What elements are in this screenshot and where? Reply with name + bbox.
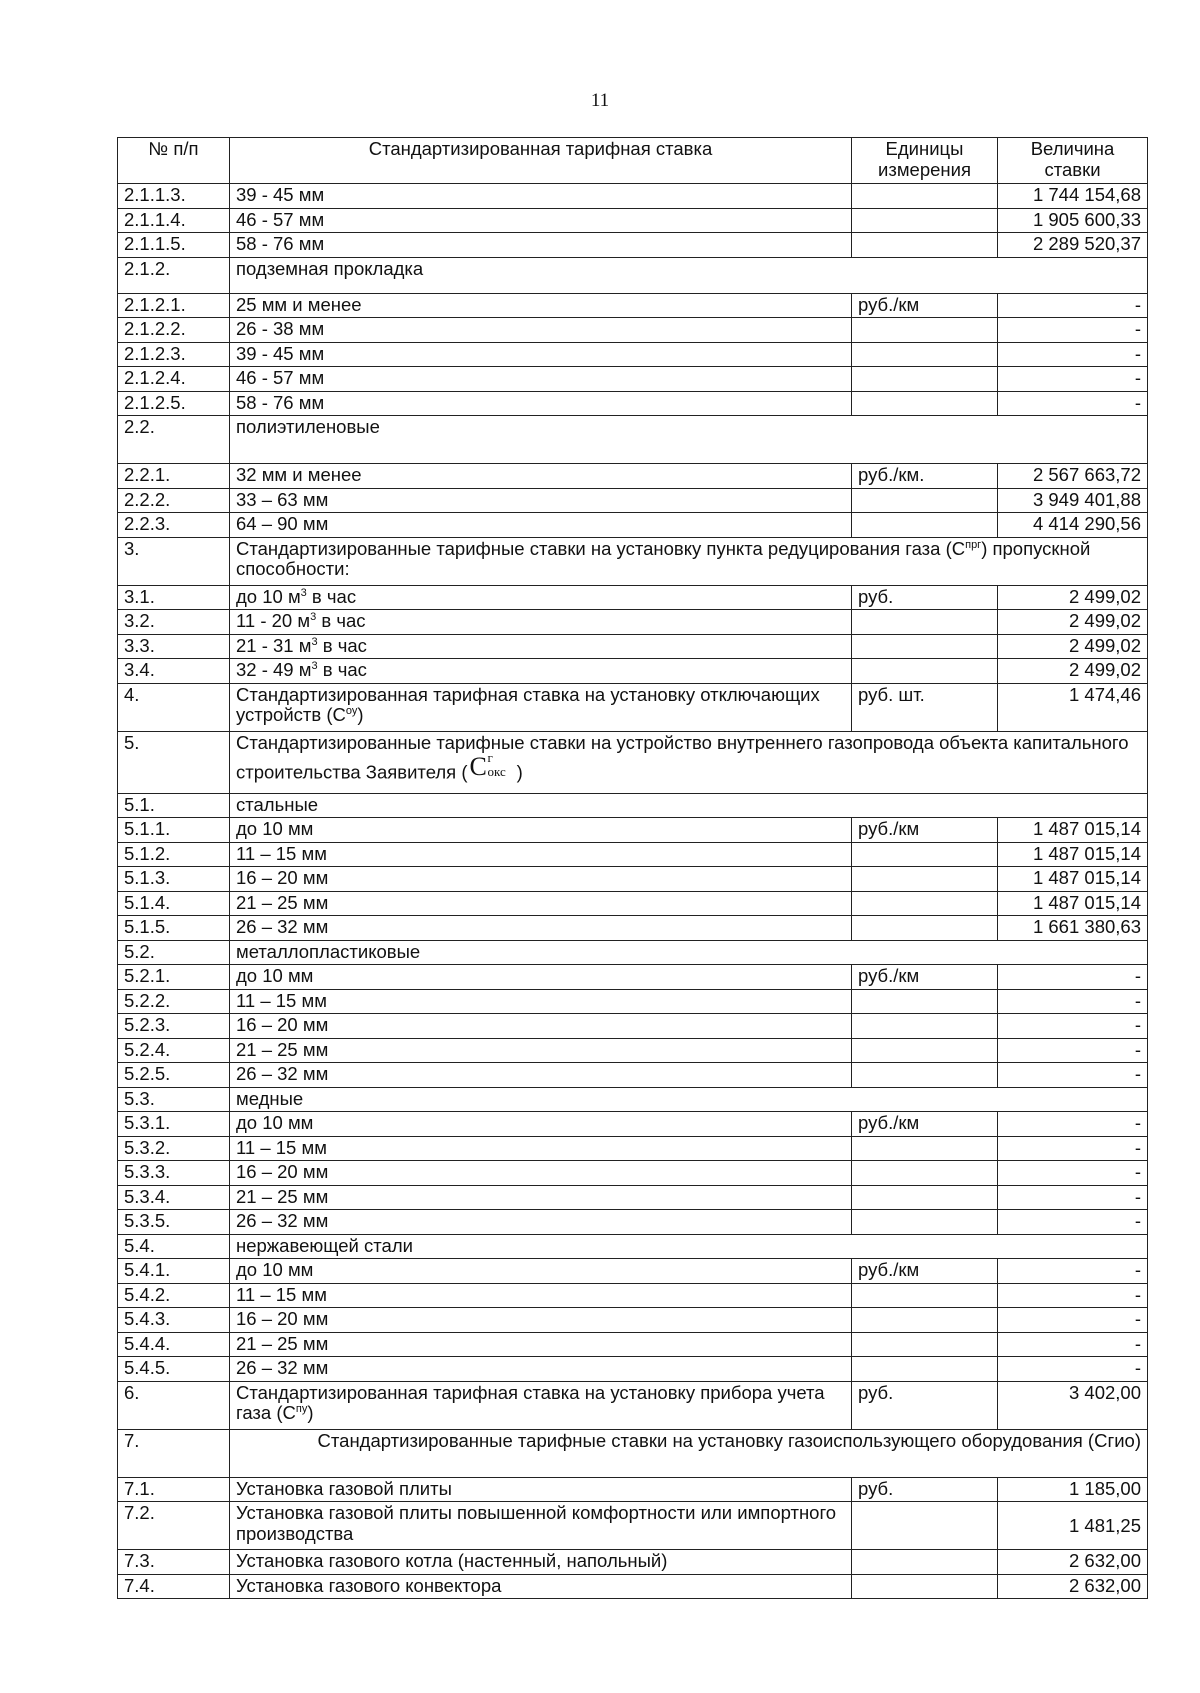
row-name: до 10 мм (230, 965, 852, 990)
table-row (118, 1185, 1148, 1210)
header-unit: Единицы измерения (852, 138, 998, 184)
row-name: до 10 мм (230, 1259, 852, 1284)
row-num: 5.3.5. (118, 1210, 230, 1235)
section-row (118, 1234, 1148, 1259)
row-name-text: Стандартизированная тарифная ставка на установку прибора учета газа (C (236, 1381, 825, 1424)
row-num: 5.4. (118, 1234, 230, 1259)
row-name-text: 21 - 31 м (236, 634, 312, 656)
row-name: стальные (230, 793, 1148, 818)
table-row (118, 208, 1148, 233)
row-name-sup: 3 (311, 659, 318, 672)
row-value: - (998, 1332, 1148, 1357)
section-row (118, 793, 1148, 818)
table-row (118, 318, 1148, 343)
row-num: 5.3.4. (118, 1185, 230, 1210)
row-name: 21 – 25 мм (230, 891, 852, 916)
row-unit (852, 1308, 998, 1333)
row-num: 7.3. (118, 1550, 230, 1575)
row-name: 32 мм и менее (230, 464, 852, 489)
row-num: 2.1.2.1. (118, 293, 230, 318)
row-name: медные (230, 1087, 1148, 1112)
table-row (118, 1357, 1148, 1382)
row-num: 2.1.1.3. (118, 184, 230, 209)
row-name-after: в час (317, 659, 367, 680)
row-num: 7.1. (118, 1477, 230, 1502)
row-unit (852, 1550, 998, 1575)
row-value: - (998, 318, 1148, 343)
row-unit (852, 1332, 998, 1357)
row-name: 58 - 76 мм (230, 233, 852, 258)
row-unit (852, 1014, 998, 1039)
table-row (118, 965, 1148, 990)
formula-sup: г (487, 750, 493, 766)
row-num: 5.2.4. (118, 1038, 230, 1063)
table-row (118, 1332, 1148, 1357)
row-num: 6. (118, 1381, 230, 1429)
row-value: 2 567 663,72 (998, 464, 1148, 489)
row-value: 1 474,46 (998, 683, 1148, 731)
table-row (118, 989, 1148, 1014)
row-value: 1 185,00 (998, 1477, 1148, 1502)
section-row (118, 416, 1148, 464)
row-name-text: Стандартизированная тарифная ставка на установку отключающих устройств (C (236, 683, 820, 726)
row-num: 5.2.1. (118, 965, 230, 990)
row-value: 1 487 015,14 (998, 867, 1148, 892)
row-num: 7. (118, 1429, 230, 1477)
row-name-after: ) (357, 704, 364, 726)
row-unit (852, 367, 998, 392)
row-value: 2 289 520,37 (998, 233, 1148, 258)
row-num: 5.4.2. (118, 1283, 230, 1308)
table-row (118, 342, 1148, 367)
row-unit (852, 891, 998, 916)
row-num: 2.1.2. (118, 257, 230, 293)
row-num: 5.2.3. (118, 1014, 230, 1039)
row-name: 11 – 15 мм (230, 1283, 852, 1308)
row-name-sup: оу (345, 705, 358, 718)
table-row (118, 1210, 1148, 1235)
table-row (118, 1259, 1148, 1284)
row-name: Стандартизированные тарифные ставки на установку газоиспользующего оборудования (Cгио) (230, 1429, 1148, 1477)
row-num: 2.1.1.5. (118, 233, 230, 258)
table-row (118, 1502, 1148, 1550)
row-num: 2.2.2. (118, 488, 230, 513)
row-name: 21 – 25 мм (230, 1185, 852, 1210)
row-unit (852, 233, 998, 258)
row-name-sup: пу (295, 1403, 308, 1416)
row-name-sup: 3 (300, 586, 307, 599)
row-name: Установка газового конвектора (230, 1574, 852, 1599)
row-num: 2.1.2.2. (118, 318, 230, 343)
row-value: - (998, 965, 1148, 990)
row-unit (852, 610, 998, 635)
row-unit (852, 1574, 998, 1599)
row-name: нержавеющей стали (230, 1234, 1148, 1259)
row-name: 26 - 38 мм (230, 318, 852, 343)
section-row (118, 940, 1148, 965)
row-num: 5.1.1. (118, 818, 230, 843)
row-name-sup: 3 (311, 635, 318, 648)
row-num: 2.2.1. (118, 464, 230, 489)
row-num: 3. (118, 537, 230, 585)
table-row (118, 1283, 1148, 1308)
row-name-after: в час (306, 585, 357, 607)
row-value: 2 632,00 (998, 1550, 1148, 1575)
row-num: 2.1.2.5. (118, 391, 230, 416)
table-row (118, 1038, 1148, 1063)
row-value: - (998, 1014, 1148, 1039)
row-name: 46 - 57 мм (230, 208, 852, 233)
header-rate: Стандартизированная тарифная ставка (230, 138, 852, 184)
row-num: 5.3.2. (118, 1136, 230, 1161)
row-unit: руб. (852, 1477, 998, 1502)
row-name: 16 – 20 мм (230, 1014, 852, 1039)
row-name-text: Стандартизированные тарифные ставки на установку пункта редуцирования газа (C (236, 537, 966, 559)
row-name-after: ) пропускной способности: (236, 537, 1091, 580)
row-unit (852, 1161, 998, 1186)
tariff-table (117, 137, 1148, 1599)
row-name (230, 537, 1148, 585)
row-name: полиэтиленовые (230, 416, 1148, 464)
row-name: 33 – 63 мм (230, 488, 852, 513)
row-value: - (998, 1308, 1148, 1333)
row-value: - (998, 1357, 1148, 1382)
row-name: 11 – 15 мм (230, 842, 852, 867)
row-name: 26 – 32 мм (230, 1063, 852, 1088)
row-name: 16 – 20 мм (230, 867, 852, 892)
row-unit: руб./км. (852, 464, 998, 489)
row-num: 5.4.3. (118, 1308, 230, 1333)
row-unit: руб. шт. (852, 683, 998, 731)
row-name: 16 – 20 мм (230, 1308, 852, 1333)
table-row (118, 367, 1148, 392)
row-name-after: в час (316, 610, 366, 631)
row-unit (852, 1063, 998, 1088)
table-row (118, 293, 1148, 318)
row-value: 2 499,02 (998, 585, 1148, 610)
table-row (118, 1063, 1148, 1088)
row-name: 11 – 15 мм (230, 989, 852, 1014)
row-value: - (998, 1185, 1148, 1210)
row-num: 3.2. (118, 610, 230, 635)
row-num: 2.1.2.4. (118, 367, 230, 392)
row-unit (852, 634, 998, 659)
row-name: 26 – 32 мм (230, 1210, 852, 1235)
row-value: 1 744 154,68 (998, 184, 1148, 209)
row-unit: руб./км (852, 293, 998, 318)
row-name: 25 мм и менее (230, 293, 852, 318)
row-unit: руб./км (852, 965, 998, 990)
table-row (118, 1381, 1148, 1429)
row-value: 3 949 401,88 (998, 488, 1148, 513)
row-name-text: Стандартизированные тарифные ставки на устройство внутреннего газопровода объекта капитального строительства Заявителя ( (236, 731, 1129, 783)
row-name: до 10 мм (230, 1112, 852, 1137)
row-unit (852, 184, 998, 209)
table-header-row (118, 138, 1148, 184)
row-name: 16 – 20 мм (230, 1161, 852, 1186)
row-unit (852, 391, 998, 416)
row-value: 1 905 600,33 (998, 208, 1148, 233)
row-name: 46 - 57 мм (230, 367, 852, 392)
row-name: 11 – 15 мм (230, 1136, 852, 1161)
row-value: - (998, 1063, 1148, 1088)
row-name: 39 - 45 мм (230, 342, 852, 367)
row-unit (852, 1283, 998, 1308)
row-num: 3.4. (118, 659, 230, 684)
row-name: Установка газовой плиты (230, 1477, 852, 1502)
row-num: 5. (118, 731, 230, 793)
row-name-after: ) (307, 1402, 314, 1424)
row-unit (852, 488, 998, 513)
row-name (230, 610, 852, 635)
row-unit (852, 513, 998, 538)
row-name: подземная прокладка (230, 257, 1148, 293)
row-value: 2 499,02 (998, 610, 1148, 635)
row-num: 7.4. (118, 1574, 230, 1599)
table-row (118, 659, 1148, 684)
row-name: 21 – 25 мм (230, 1332, 852, 1357)
row-value: - (998, 1161, 1148, 1186)
row-value: 2 632,00 (998, 1574, 1148, 1599)
row-num: 5.2. (118, 940, 230, 965)
row-num: 5.3.1. (118, 1112, 230, 1137)
formula-c-oks: C г окс (469, 750, 506, 782)
row-name: 26 – 32 мм (230, 916, 852, 941)
table-row (118, 513, 1148, 538)
row-value: 4 414 290,56 (998, 513, 1148, 538)
section-row (118, 1087, 1148, 1112)
row-name (230, 683, 852, 731)
row-unit (852, 1136, 998, 1161)
row-unit (852, 842, 998, 867)
row-name: до 10 мм (230, 818, 852, 843)
section-row (118, 731, 1148, 793)
row-value: - (998, 1283, 1148, 1308)
row-num: 5.2.5. (118, 1063, 230, 1088)
row-name-sup: прг (965, 538, 982, 551)
row-unit (852, 989, 998, 1014)
row-unit (852, 1038, 998, 1063)
table-row (118, 610, 1148, 635)
row-num: 5.4.5. (118, 1357, 230, 1382)
table-row (118, 818, 1148, 843)
section-row (118, 1429, 1148, 1477)
row-num: 5.1.2. (118, 842, 230, 867)
table-row (118, 634, 1148, 659)
row-value: - (998, 342, 1148, 367)
row-num: 5.1.3. (118, 867, 230, 892)
row-name-text: до 10 м (236, 585, 301, 607)
table-row (118, 867, 1148, 892)
row-name: 21 – 25 мм (230, 1038, 852, 1063)
table-row (118, 842, 1148, 867)
row-name (230, 585, 852, 610)
row-unit (852, 867, 998, 892)
row-value: - (998, 1136, 1148, 1161)
row-name (230, 731, 1148, 793)
row-value: - (998, 1210, 1148, 1235)
row-value: - (998, 989, 1148, 1014)
row-name: Установка газовой плиты повышенной комфортности или импортного производства (230, 1502, 852, 1550)
row-name: 39 - 45 мм (230, 184, 852, 209)
row-num: 7.2. (118, 1502, 230, 1550)
row-unit (852, 1210, 998, 1235)
table-row (118, 233, 1148, 258)
table-row (118, 488, 1148, 513)
row-unit (852, 916, 998, 941)
row-value: - (998, 391, 1148, 416)
row-unit (852, 1185, 998, 1210)
row-value: 3 402,00 (998, 1381, 1148, 1429)
row-value: 1 481,25 (998, 1502, 1148, 1550)
row-num: 5.3. (118, 1087, 230, 1112)
row-num: 5.2.2. (118, 989, 230, 1014)
row-num: 5.4.1. (118, 1259, 230, 1284)
table-row (118, 1308, 1148, 1333)
row-name: металлопластиковые (230, 940, 1148, 965)
table-row (118, 184, 1148, 209)
row-num: 5.1.5. (118, 916, 230, 941)
table-row (118, 585, 1148, 610)
row-name-text: 32 - 49 м (236, 659, 312, 680)
formula-sub: окс (487, 763, 506, 779)
row-value: 1 487 015,14 (998, 818, 1148, 843)
table-row (118, 464, 1148, 489)
row-value: - (998, 293, 1148, 318)
row-unit (852, 318, 998, 343)
row-name (230, 634, 852, 659)
row-name-after: в час (317, 634, 367, 656)
row-unit: руб. (852, 585, 998, 610)
row-unit: руб. (852, 1381, 998, 1429)
row-unit (852, 208, 998, 233)
header-value: Величина ставки (998, 138, 1148, 184)
row-name: 58 - 76 мм (230, 391, 852, 416)
table-row (118, 683, 1148, 731)
table-row (118, 916, 1148, 941)
row-num: 5.1.4. (118, 891, 230, 916)
row-num: 2.2. (118, 416, 230, 464)
row-unit: руб./км (852, 1259, 998, 1284)
section-row (118, 257, 1148, 293)
table-row (118, 1574, 1148, 1599)
row-value: 2 499,02 (998, 634, 1148, 659)
row-num: 3.1. (118, 585, 230, 610)
row-num: 5.4.4. (118, 1332, 230, 1357)
row-value: 1 661 380,63 (998, 916, 1148, 941)
table-row (118, 1136, 1148, 1161)
row-unit: руб./км (852, 1112, 998, 1137)
table-row (118, 1477, 1148, 1502)
table-row (118, 1112, 1148, 1137)
row-unit (852, 342, 998, 367)
row-unit: руб./км (852, 818, 998, 843)
row-num: 2.1.2.3. (118, 342, 230, 367)
row-value: - (998, 1038, 1148, 1063)
row-value: - (998, 1259, 1148, 1284)
table-row (118, 891, 1148, 916)
table-row (118, 1014, 1148, 1039)
row-num: 5.3.3. (118, 1161, 230, 1186)
table-row (118, 1550, 1148, 1575)
row-num: 2.2.3. (118, 513, 230, 538)
row-name (230, 659, 852, 684)
row-value: - (998, 1112, 1148, 1137)
row-unit (852, 659, 998, 684)
page-number: 11 (590, 90, 610, 111)
row-value: - (998, 367, 1148, 392)
table-row (118, 391, 1148, 416)
row-num: 5.1. (118, 793, 230, 818)
row-name-after: ) (511, 761, 523, 783)
row-name (230, 1381, 852, 1429)
row-name: 26 – 32 мм (230, 1357, 852, 1382)
row-value: 1 487 015,14 (998, 842, 1148, 867)
row-unit (852, 1502, 998, 1550)
row-value: 2 499,02 (998, 659, 1148, 684)
row-unit (852, 1357, 998, 1382)
section-row (118, 537, 1148, 585)
row-num: 4. (118, 683, 230, 731)
row-name: Установка газового котла (настенный, напольный) (230, 1550, 852, 1575)
row-num: 2.1.1.4. (118, 208, 230, 233)
row-name-sup: 3 (310, 610, 317, 623)
table-row (118, 1161, 1148, 1186)
row-value: 1 487 015,14 (998, 891, 1148, 916)
header-num: № п/п (118, 138, 230, 184)
row-name-text: 11 - 20 м (236, 610, 311, 631)
row-name: 64 – 90 мм (230, 513, 852, 538)
row-num: 3.3. (118, 634, 230, 659)
